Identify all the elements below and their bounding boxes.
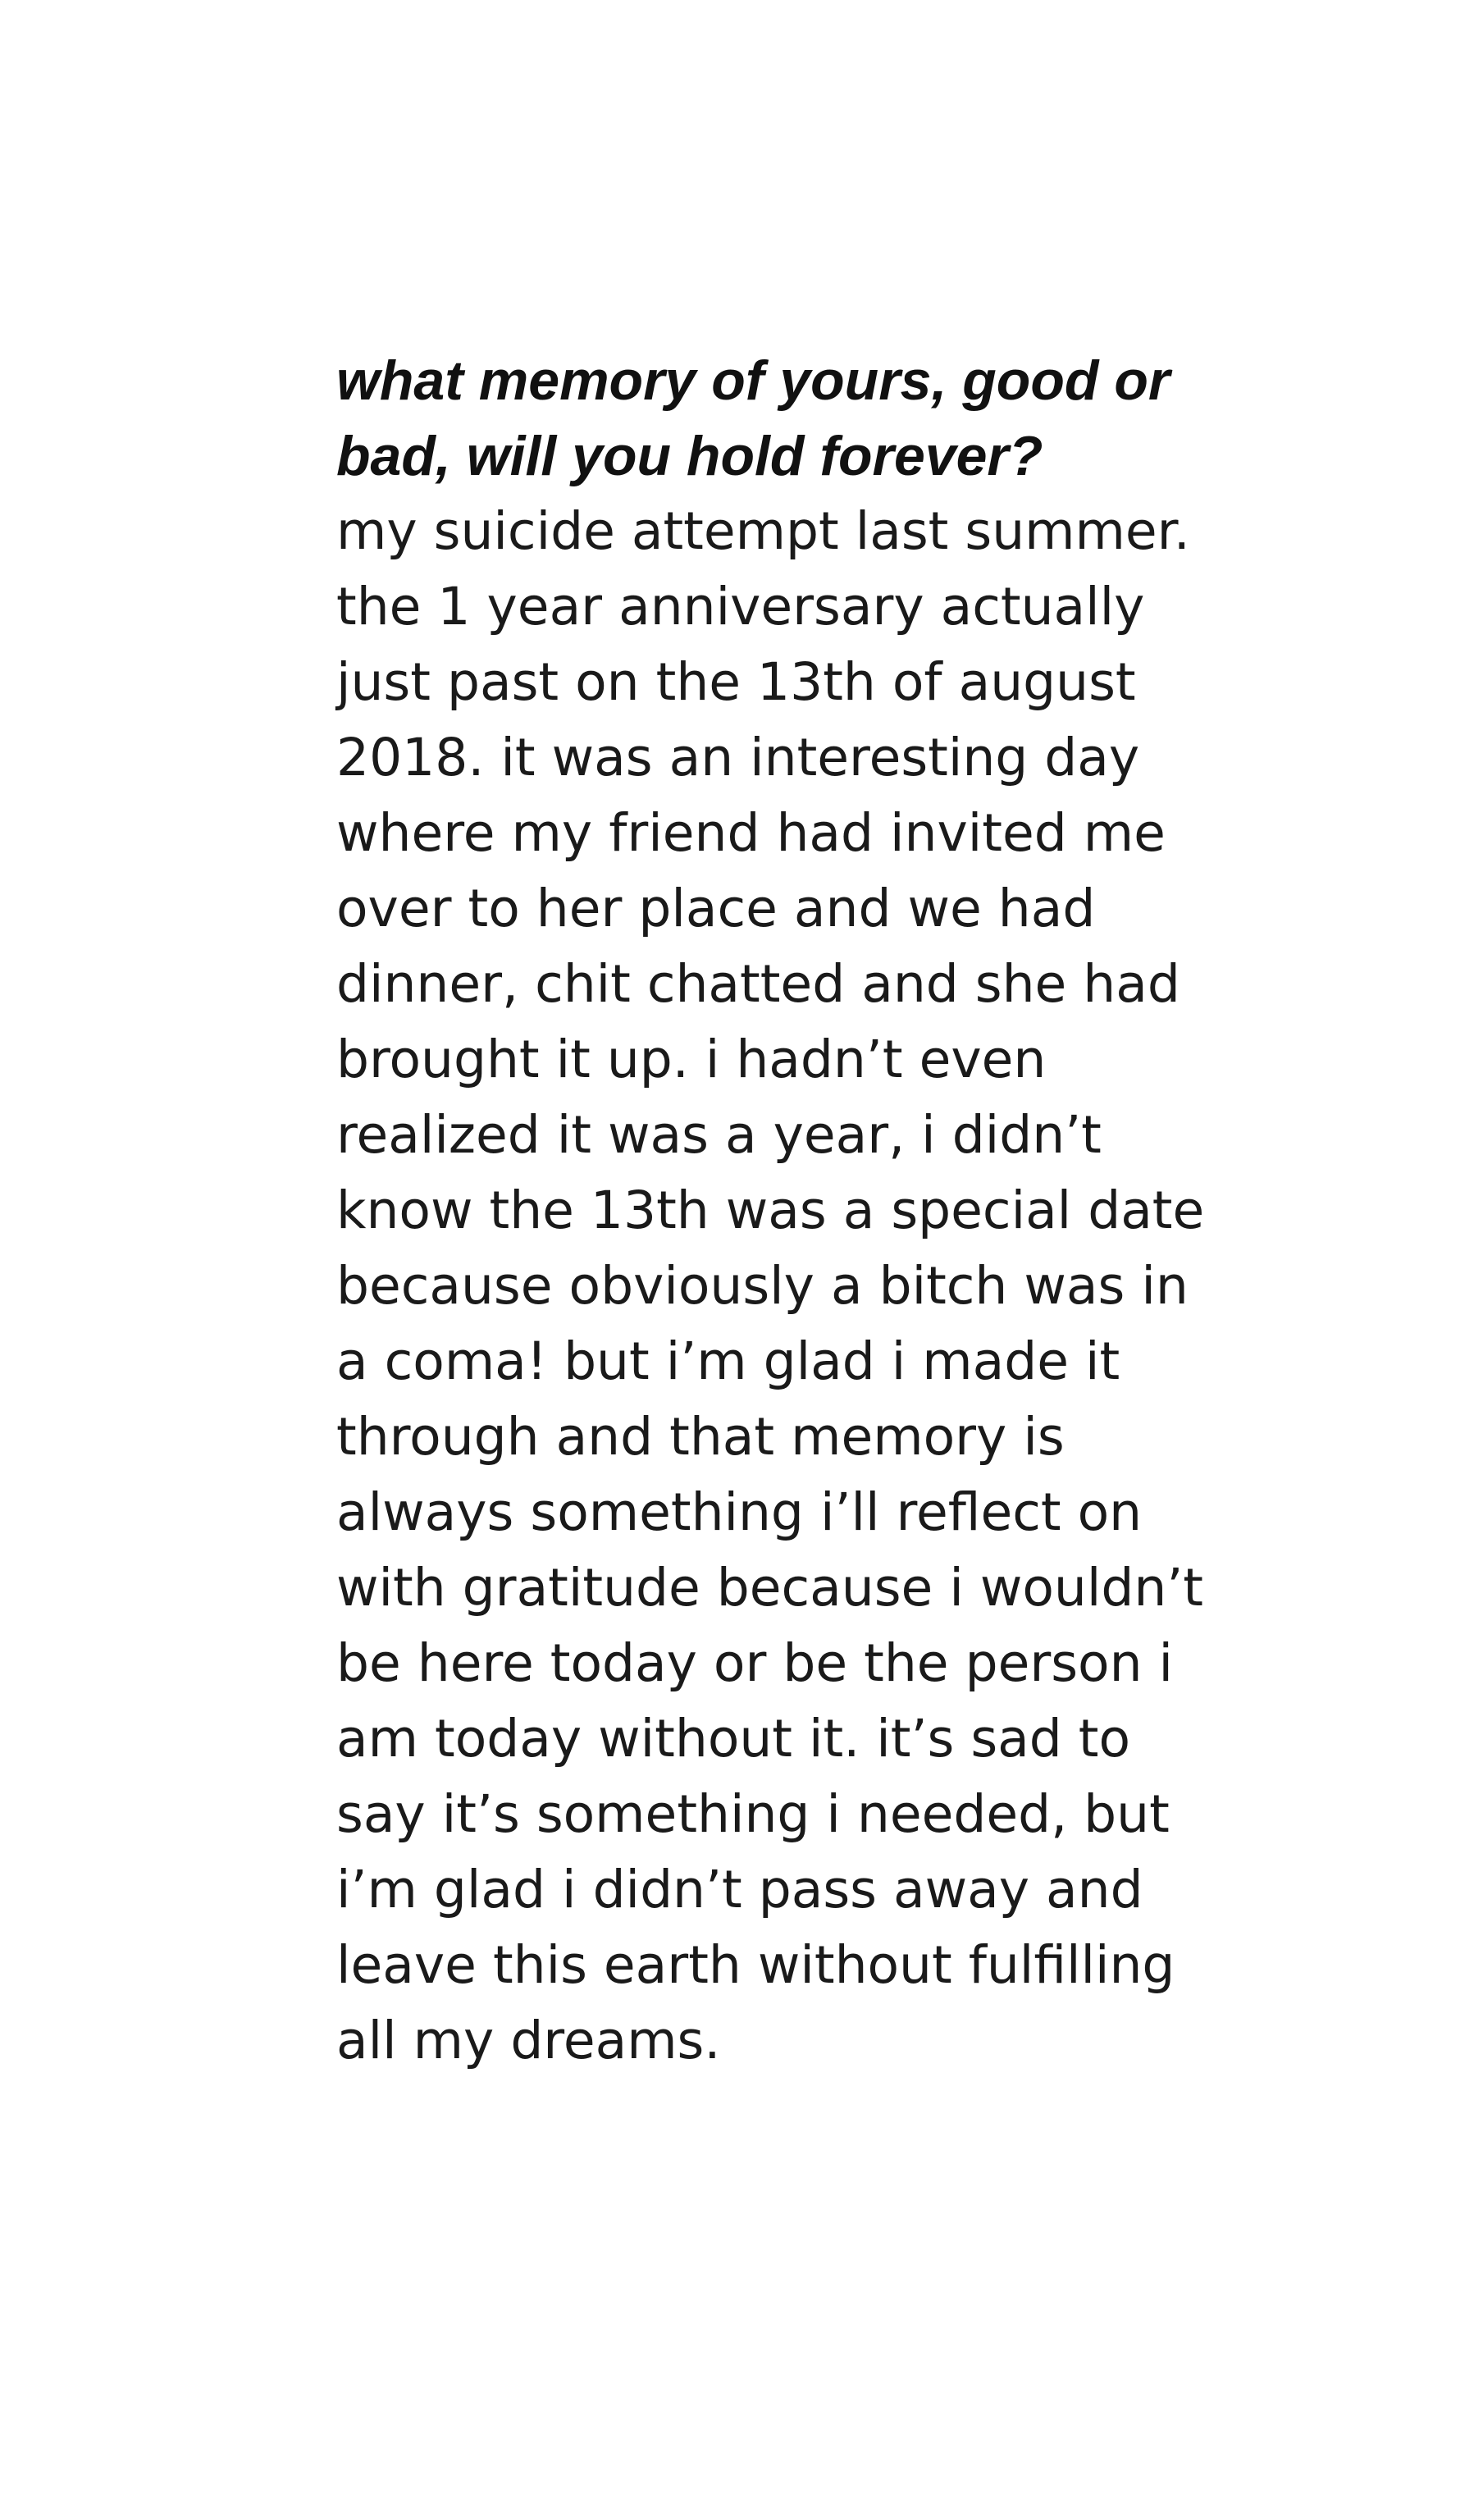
answer-line: through and that memory is [336, 1407, 1065, 1467]
answer-line: i’m glad i didn’t pass away and [336, 1860, 1143, 1920]
answer-line: dinner, chit chatted and she had [336, 954, 1180, 1014]
answer-line: a coma! but i’m glad i made it [336, 1331, 1120, 1391]
question-line: what memory of yours, good or [336, 349, 1170, 412]
question-heading [336, 343, 1304, 494]
question-line: bad, will you hold forever? [336, 425, 1043, 487]
answer-line: leave this earth without fulfilling [336, 1935, 1175, 1995]
answer-paragraph [336, 494, 1304, 2079]
answer-line: 2018. it was an interesting day [336, 728, 1140, 788]
answer-line: say it’s something i needed, but [336, 1784, 1170, 1844]
answer-line: all my dreams. [336, 2011, 721, 2070]
answer-line: because obviously a bitch was in [336, 1256, 1189, 1316]
answer-line: just past on the 13th of august [336, 652, 1136, 712]
answer-line: be here today or be the person i [336, 1633, 1174, 1693]
answer-line: where my friend had invited me [336, 803, 1166, 863]
answer-line: with gratitude because i wouldn’t [336, 1558, 1204, 1618]
answer-line: realized it was a year, i didn’t [336, 1105, 1102, 1165]
text-block [336, 343, 1304, 2079]
answer-line: am today without it. it’s sad to [336, 1709, 1131, 1769]
answer-line: know the 13th was a special date [336, 1180, 1205, 1240]
answer-line: always something i’ll reflect on [336, 1482, 1143, 1542]
answer-line: my suicide attempt last summer. [336, 501, 1190, 561]
answer-line: the 1 year anniversary actually [336, 577, 1145, 637]
answer-line: over to her place and we had [336, 879, 1096, 938]
answer-line: brought it up. i hadn’t even [336, 1029, 1047, 1089]
